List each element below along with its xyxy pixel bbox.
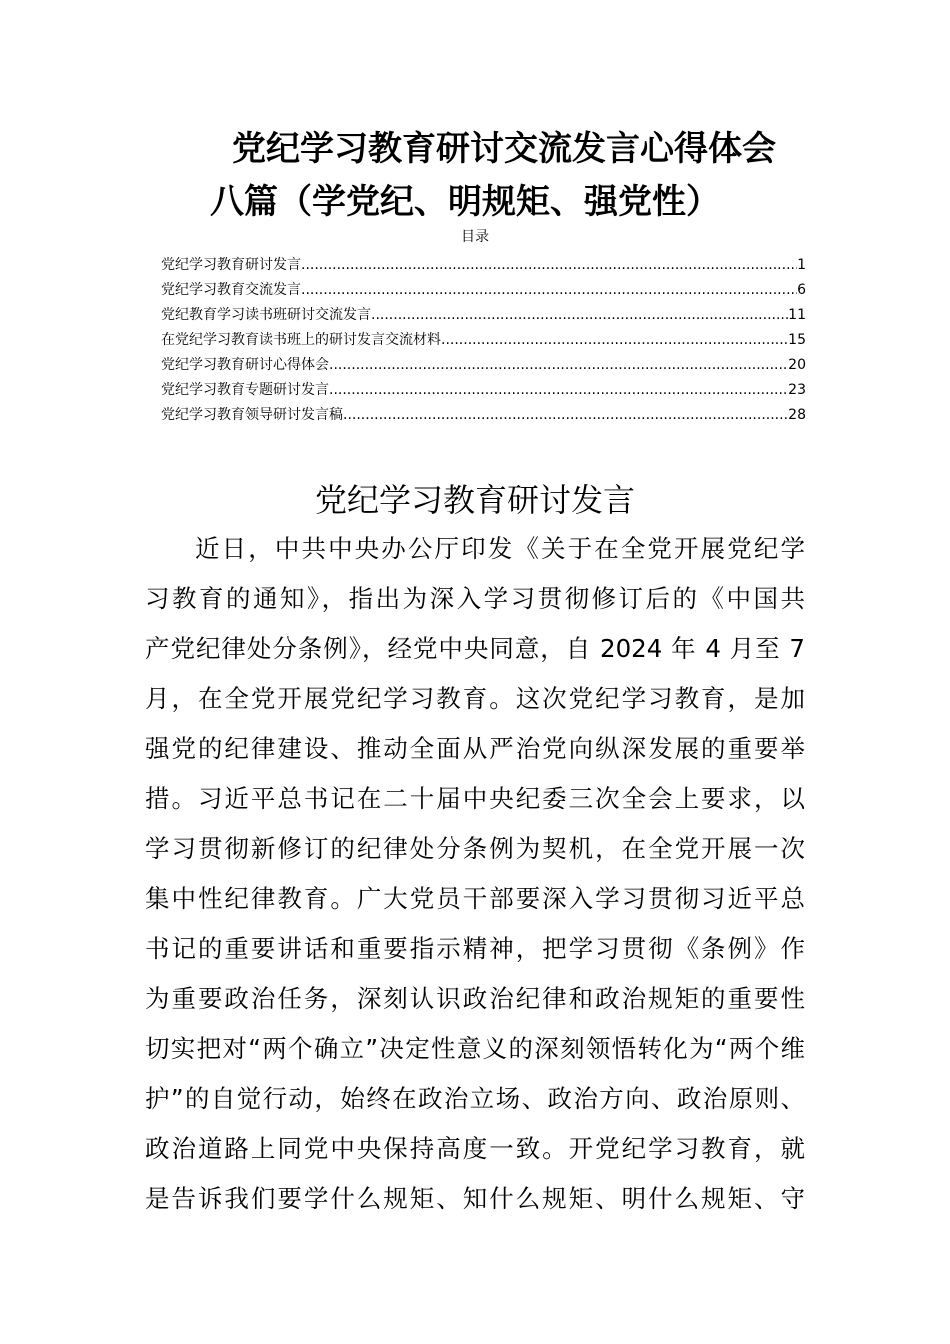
body-line: 强党的纪律建设、推动全面从严治党向纵深发展的重要举 <box>145 734 805 763</box>
toc-dot-leader <box>301 255 797 275</box>
toc-entry-label: 党纪教育学习读书班研讨交流发言 <box>161 307 371 323</box>
toc-entry[interactable] <box>161 400 806 425</box>
toc-entry-page: 23 <box>788 382 806 398</box>
body-line: 书记的重要讲话和重要指示精神，把学习贯彻《条例》作 <box>145 934 805 963</box>
toc-entry-page: 1 <box>797 257 806 273</box>
body-line: 月，在全党开展党纪学习教育。这次党纪学习教育，是加 <box>145 684 805 713</box>
body-line: 措。习近平总书记在二十届中央纪委三次全会上要求，以 <box>145 784 805 813</box>
toc-entry-label: 党纪学习教育专题研讨发言 <box>161 382 329 398</box>
toc-dot-leader <box>329 355 788 375</box>
body-line: 政治道路上同党中央保持高度一致。开党纪学习教育，就 <box>145 1134 805 1163</box>
toc-dot-leader <box>343 405 788 425</box>
body-line: 切实把对“两个确立”决定性意义的深刻领悟转化为“两个维 <box>145 1034 805 1063</box>
toc-entry[interactable] <box>161 300 806 325</box>
body-line: 为重要政治任务，深刻认识政治纪律和政治规矩的重要性 <box>145 984 805 1013</box>
toc-entry-page: 15 <box>788 332 806 348</box>
toc-entry-page: 6 <box>797 282 806 298</box>
toc-entry[interactable] <box>161 325 806 350</box>
document-title-line-1: 党纪学习教育研讨交流发言心得体会 <box>232 129 776 169</box>
body-line: 是告诉我们要学什么规矩、知什么规矩、明什么规矩、守 <box>145 1184 805 1213</box>
toc-entry-label: 党纪学习教育领导研讨发言稿 <box>161 407 343 423</box>
toc-entry[interactable] <box>161 375 806 400</box>
toc-entry[interactable] <box>161 250 806 275</box>
toc-entry[interactable] <box>161 350 806 375</box>
table-of-contents <box>161 250 806 425</box>
body-line: 学习贯彻新修订的纪律处分条例为契机，在全党开展一次 <box>145 834 805 863</box>
toc-dot-leader <box>371 305 788 325</box>
toc-entry-label: 在党纪学习教育读书班上的研讨发言交流材料 <box>161 332 441 348</box>
section-title: 党纪学习教育研讨发言 <box>314 481 635 519</box>
toc-entry[interactable] <box>161 275 806 300</box>
toc-entry-page: 28 <box>788 407 806 423</box>
body-line: 近日，中共中央办公厅印发《关于在全党开展党纪学 <box>195 534 805 563</box>
toc-heading: 目录 <box>461 229 489 245</box>
toc-entry-label: 党纪学习教育交流发言 <box>161 282 301 298</box>
toc-dot-leader <box>301 280 797 300</box>
toc-dot-leader <box>441 330 788 350</box>
body-line: 习教育的通知》，指出为深入学习贯彻修订后的《中国共 <box>145 584 805 613</box>
toc-entry-label: 党纪学习教育研讨发言 <box>161 257 301 273</box>
body-line: 护”的自觉行动，始终在政治立场、政治方向、政治原则、 <box>145 1084 805 1113</box>
toc-dot-leader <box>329 380 788 400</box>
toc-entry-label: 党纪学习教育研讨心得体会 <box>161 357 329 373</box>
toc-entry-page: 11 <box>788 307 806 323</box>
body-paragraph <box>145 524 805 1224</box>
body-line: 产党纪律处分条例》，经党中央同意，自 2024 年 4 月至 7 <box>145 634 805 663</box>
toc-entry-page: 20 <box>788 357 806 373</box>
body-line: 集中性纪律教育。广大党员干部要深入学习贯彻习近平总 <box>145 884 805 913</box>
document-title-line-2: 八篇（学党纪、明规矩、强党性） <box>210 182 720 222</box>
